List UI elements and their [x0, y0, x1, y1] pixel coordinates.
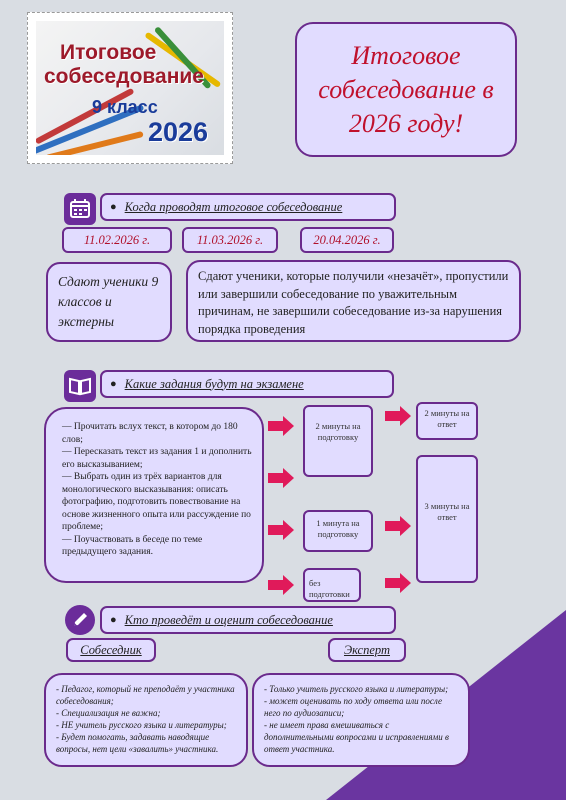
page-title: Итоговое собеседование в 2026 году! — [318, 40, 494, 138]
section-who-heading-text: Кто проведёт и оценит собеседование — [124, 612, 333, 627]
prep-text-2: 1 минута на подготовку — [316, 518, 360, 539]
answer-text-1: 2 минуты на ответ — [424, 408, 470, 429]
task-item-2: — Пересказать текст из задания 1 и дополнить его высказыванием; — [62, 447, 252, 470]
section-who-heading: ● Кто проведёт и оценит собеседование — [100, 606, 396, 634]
main-term-box — [46, 262, 172, 342]
logo-background — [36, 21, 224, 155]
date-2: 11.03.2026 г. — [182, 227, 278, 253]
reserve-term-box — [186, 260, 521, 342]
task-item-4: — Поучаствовать в беседе по теме предыдущего задания. — [62, 534, 203, 557]
section-when-heading-text: Когда проводят итоговое собеседование — [124, 199, 343, 214]
interviewer-text: - Педагог, который не преподаёт у участника собеседования; - Специализация не важна; - НЕ учитель русского языка и литературы; - Будет помогать, задавать наводящие вопросы, нет цели «завалить» участника. — [56, 684, 235, 754]
arrow-right-icon — [268, 575, 294, 595]
task-item-1: — Прочитать вслух текст, в котором до 180 слов; — [62, 422, 238, 445]
arrow-right-icon — [385, 573, 411, 593]
section-when-heading: ● Когда проводят итоговое собеседование — [100, 193, 396, 221]
role-expert-label — [328, 638, 406, 662]
arrow-right-icon — [385, 406, 411, 426]
task-item-3: — Выбрать один из трёх вариантов для монологического высказывания: описать фотографию, подготовить повествование на основе жизненного опыта или рассуждение по проблеме; — [62, 472, 251, 532]
section-tasks-heading: ● Какие задания будут на экзамене — [100, 370, 394, 398]
pencil-icon — [64, 604, 96, 636]
expert-text: - Только учитель русского языка и литературы; - может оценивать по ходу ответа или после него по аудиозаписи; - не имеет права вмешиваться с дополнительными вопросами и исправлениями в ответ участника. — [264, 684, 449, 754]
arrow-right-icon — [385, 516, 411, 536]
reserve-term-text: Сдают ученики, которые получили «незачёт», пропустили или завершили собеседование по уважительным причинам, не завершили собеседование из-за нарушения порядка проведения — [198, 269, 509, 336]
role-expert-text: Эксперт — [343, 642, 390, 657]
arrow-right-icon — [268, 416, 294, 436]
section-tasks-heading-text: Какие задания будут на экзамене — [124, 376, 304, 391]
expert-box — [252, 673, 470, 767]
logo-line4: 2026 — [148, 117, 209, 147]
role-interviewer-label — [66, 638, 156, 662]
logo-line2: собеседование — [44, 65, 204, 88]
answer-box-1 — [416, 402, 478, 440]
main-term-text: Сдают ученики 9 классов и экстерны — [58, 274, 159, 329]
role-interviewer-text: Собеседник — [80, 642, 142, 657]
arrow-right-icon — [268, 520, 294, 540]
book-icon — [64, 370, 96, 402]
prep-box-2 — [303, 510, 373, 552]
title-box — [295, 22, 517, 157]
logo-line1: Итоговое — [60, 41, 157, 64]
arrow-right-icon — [268, 468, 294, 488]
calendar-icon — [64, 193, 96, 225]
date-1: 11.02.2026 г. — [62, 227, 172, 253]
logo-image — [27, 12, 233, 164]
prep-text-1: 2 минуты на подготовку — [315, 421, 361, 442]
date-3: 20.04.2026 г. — [300, 227, 394, 253]
prep-box-3 — [303, 568, 361, 602]
tasks-box — [44, 407, 264, 583]
answer-box-2 — [416, 455, 478, 583]
prep-text-3: без подготовки — [309, 578, 350, 599]
prep-box-1 — [303, 405, 373, 477]
answer-text-2: 3 минуты на ответ — [424, 501, 470, 522]
logo-line3: 9 класс — [92, 97, 158, 117]
interviewer-box — [44, 673, 248, 767]
